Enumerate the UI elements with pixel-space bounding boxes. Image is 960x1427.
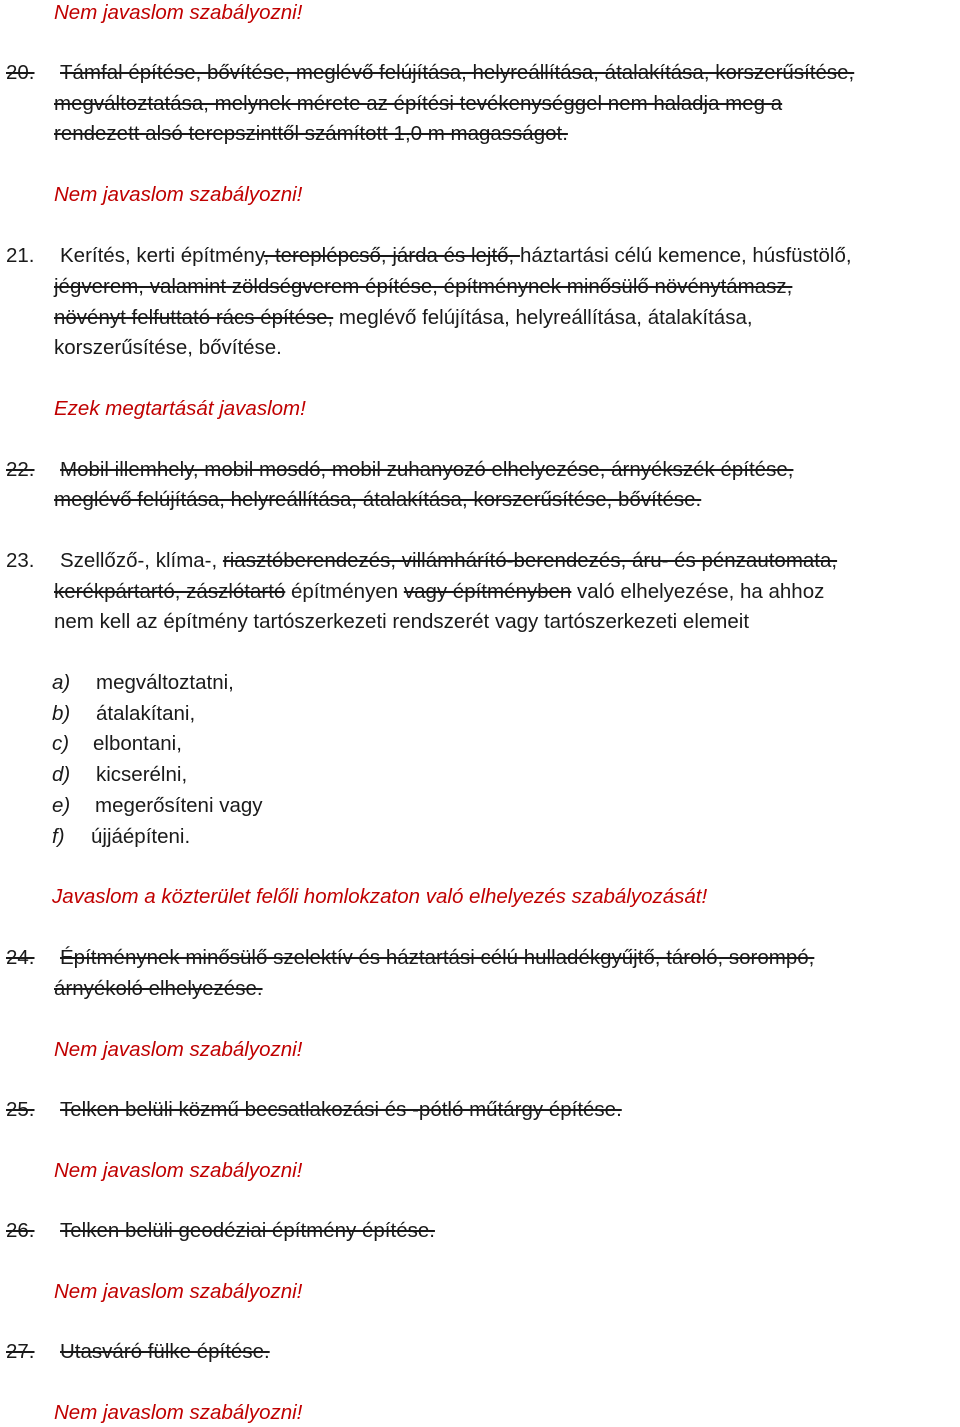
item-text-line: megváltoztatása, melynek mérete az építési tevékenységgel nem haladja meg a (54, 92, 783, 115)
item-text-line: rendezett alsó terepszinttől számított 1,0 m magasságot. (54, 122, 568, 145)
list-letter: a) (52, 671, 71, 694)
list-letter: d) (52, 763, 71, 786)
item-text-struck: riasztóberendezés, villámhárító-berendezés, áru- és pénzautomata, (222, 549, 838, 572)
item-text-kept: meglévő felújítása, helyreállítása, átalakítása, (333, 306, 753, 329)
item-text-line: Telken belüli geodéziai építmény építése. (60, 1219, 435, 1242)
note-not-recommended: Nem javaslom szabályozni! (54, 1280, 303, 1303)
item-number: 26. (6, 1219, 35, 1242)
note-keep-recommended: Ezek megtartását javaslom! (54, 397, 306, 420)
item-text-line: Építménynek minősülő szelektív és háztartási célú hulladékgyűjtő, tároló, sorompó, (60, 946, 815, 969)
item-number: 22. (6, 458, 35, 481)
item-text-line: nem kell az építmény tartószerkezeti rendszerét vagy tartószerkezeti elemeit (54, 610, 750, 633)
item-text-line: korszerűsítése, bővítése. (54, 336, 282, 359)
item-text-kept: való elhelyezése, ha ahhoz (571, 580, 825, 603)
item-text-struck: növényt felfuttató rács építése, (54, 306, 334, 329)
item-number: 23. (6, 549, 35, 572)
list-text: megváltoztatni, (96, 671, 234, 694)
note-not-recommended: Nem javaslom szabályozni! (54, 1, 303, 24)
list-text: elbontani, (93, 732, 182, 755)
item-text-kept: építményen (285, 580, 404, 603)
item-text-line: meglévő felújítása, helyreállítása, átalakítása, korszerűsítése, bővítése. (54, 488, 702, 511)
item-number: 20. (6, 61, 35, 84)
list-text: kicserélni, (96, 763, 188, 786)
note-recommend-regulation: Javaslom a közterület felőli homlokzaton való elhelyezés szabályozását! (52, 885, 708, 908)
item-text-kept: Szellőző-, klíma-, (60, 549, 223, 572)
note-not-recommended: Nem javaslom szabályozni! (54, 183, 303, 206)
list-letter: e) (52, 794, 71, 817)
item-text-struck: jégverem, valamint zöldségverem építése, építménynek minősülő növénytámasz, (54, 275, 793, 298)
list-letter: c) (52, 732, 70, 755)
item-text-line: Mobil illemhely, mobil mosdó, mobil zuhanyozó elhelyezése, árnyékszék építése, (60, 458, 794, 481)
item-number: 27. (6, 1340, 35, 1363)
list-text: újjáépíteni. (91, 825, 191, 848)
item-number: 24. (6, 946, 35, 969)
item-text-line: Utasváró fülke építése. (60, 1340, 270, 1363)
note-not-recommended: Nem javaslom szabályozni! (54, 1038, 303, 1061)
item-text-line: árnyékoló elhelyezése. (54, 977, 263, 1000)
item-number: 21. (6, 244, 35, 267)
item-text-line: Támfal építése, bővítése, meglévő felújítása, helyreállítása, átalakítása, korszerűsítése, (60, 61, 855, 84)
item-text-struck: vagy építményben (403, 580, 572, 603)
item-text-struck: , tereplépcső, járda és lejtő, (263, 244, 520, 267)
item-text-line: Telken belüli közmű becsatlakozási és -pótló műtárgy építése. (60, 1098, 622, 1121)
note-not-recommended: Nem javaslom szabályozni! (54, 1159, 303, 1182)
list-letter: f) (52, 825, 65, 848)
list-text: megerősíteni vagy (95, 794, 263, 817)
list-letter: b) (52, 702, 71, 725)
note-not-recommended: Nem javaslom szabályozni! (54, 1401, 303, 1424)
list-text: átalakítani, (96, 702, 196, 725)
item-text-struck: kerékpártartó, zászlótartó (54, 580, 286, 603)
item-text-kept: háztartási célú kemence, húsfüstölő, (519, 244, 852, 267)
item-text-kept: Kerítés, kerti építmény (60, 244, 264, 267)
item-number: 25. (6, 1098, 35, 1121)
